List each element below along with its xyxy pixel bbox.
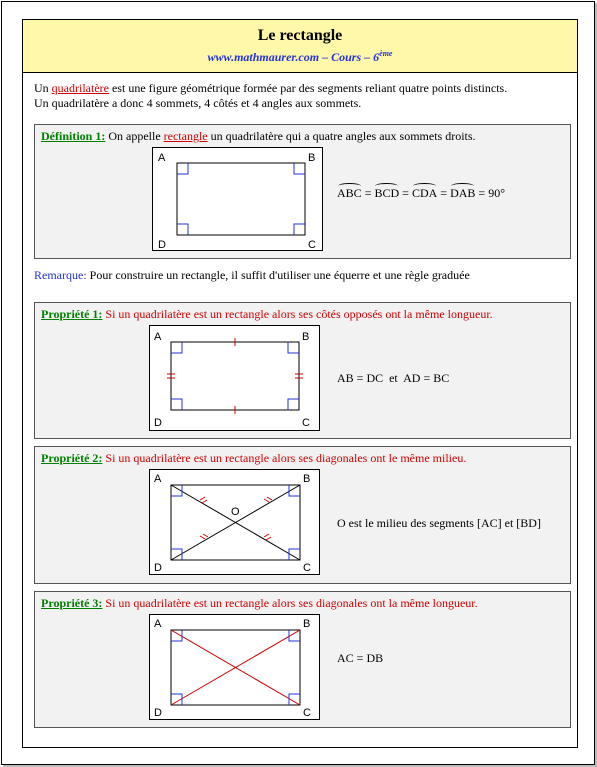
rectangle-diagram [153,148,324,252]
content-border [22,19,578,748]
property-3-figure [149,614,320,720]
svg-text:B: B [303,473,311,485]
property-2-label: Propriété 2: [41,451,103,465]
vertex-label-a: A [158,152,166,164]
property-2-figure [149,469,320,575]
property-2-heading: Propriété 2: Si un quadrilatère est un rectangle alors ses diagonales ont le même milieu. [41,451,467,465]
center-label-o: O [231,506,240,518]
right-angle-mark [177,163,188,174]
rectangle-diagonals-diagram [150,615,321,721]
angle-dab: DAB [450,186,476,200]
property-1-heading: Propriété 1: Si un quadrilatère est un rectangle alors ses côtés opposés ont la même longueur. [41,307,493,321]
remark: Remarque: Pour construire un rectangle, il suffit d'utiliser une équerre et une règle graduée [34,268,470,282]
page-frame [1,1,595,765]
svg-text:B: B [302,331,310,343]
angle-cda: CDA [411,186,438,200]
angle-value: 90° [488,186,505,200]
rectangle-diagonals-diagram [150,470,321,576]
svg-text:A: A [154,331,162,343]
vertex-label-c: C [308,239,316,251]
angle-bcd: BCD [374,186,400,200]
remark-label: Remarque: [34,268,87,282]
angle-abc: ABC [337,186,362,200]
svg-text:D: D [154,562,162,574]
property-3-box [34,591,571,728]
vertex-label-b: B [308,152,316,164]
property-1-formula: AB = DC et AD = BC [337,371,450,385]
intro-line-2: Un quadrilatère a donc 4 sommets, 4 côtés et 4 angles aux sommets. [34,96,362,110]
page-subtitle: www.mathmaurer.com – Cours – 6ème [207,49,393,64]
level-label: 6 [373,50,380,64]
definition-figure [152,147,323,251]
rectangle-diagram [150,326,321,432]
svg-text:A: A [154,473,162,485]
header [23,20,577,73]
property-1-figure [149,325,320,431]
right-angle-mark [294,163,305,174]
right-angle-mark [177,224,188,235]
site-link[interactable]: www.mathmaurer.com [207,50,320,64]
property-2-formula: O est le milieu des segments [AC] et [BD] [337,516,541,530]
svg-text:C: C [303,707,311,719]
page-title: Le rectangle [257,27,343,44]
svg-text:B: B [303,618,311,630]
svg-text:C: C [302,417,310,429]
midpoint-ticks [200,497,272,540]
property-3-heading: Propriété 3: Si un quadrilatère est un rectangle alors ses diagonales ont la même longueur. [41,596,478,610]
definition-label: Définition 1: [41,129,106,143]
equal-length-ticks [167,338,303,414]
level-sup: ème [379,49,393,58]
svg-text:A: A [154,618,162,630]
svg-text:D: D [154,707,162,719]
right-angle-mark [294,224,305,235]
property-3-formula: AC = DB [337,651,384,665]
intro-text [34,81,507,111]
angle-formula: ABC = BCD = CDA = DAB = 90° [337,186,505,200]
svg-text:C: C [303,562,311,574]
keyword-rectangle: rectangle [163,129,208,143]
property-3-label: Propriété 3: [41,596,103,610]
property-1-box [34,302,571,439]
property-2-box [34,446,571,584]
keyword-quadrilatere: quadrilatère [51,81,109,95]
vertex-label-d: D [158,239,166,251]
intro-line-1: Un quadrilatère est une figure géométrique formée par des segments reliant quatre points distincts. [34,81,508,95]
svg-text:D: D [154,417,162,429]
property-1-label: Propriété 1: [41,307,103,321]
course-label: Cours [331,50,362,64]
definition-box [34,124,571,259]
definition-heading: Définition 1: On appelle rectangle un quadrilatère qui a quatre angles aux sommets droits. [41,129,476,143]
